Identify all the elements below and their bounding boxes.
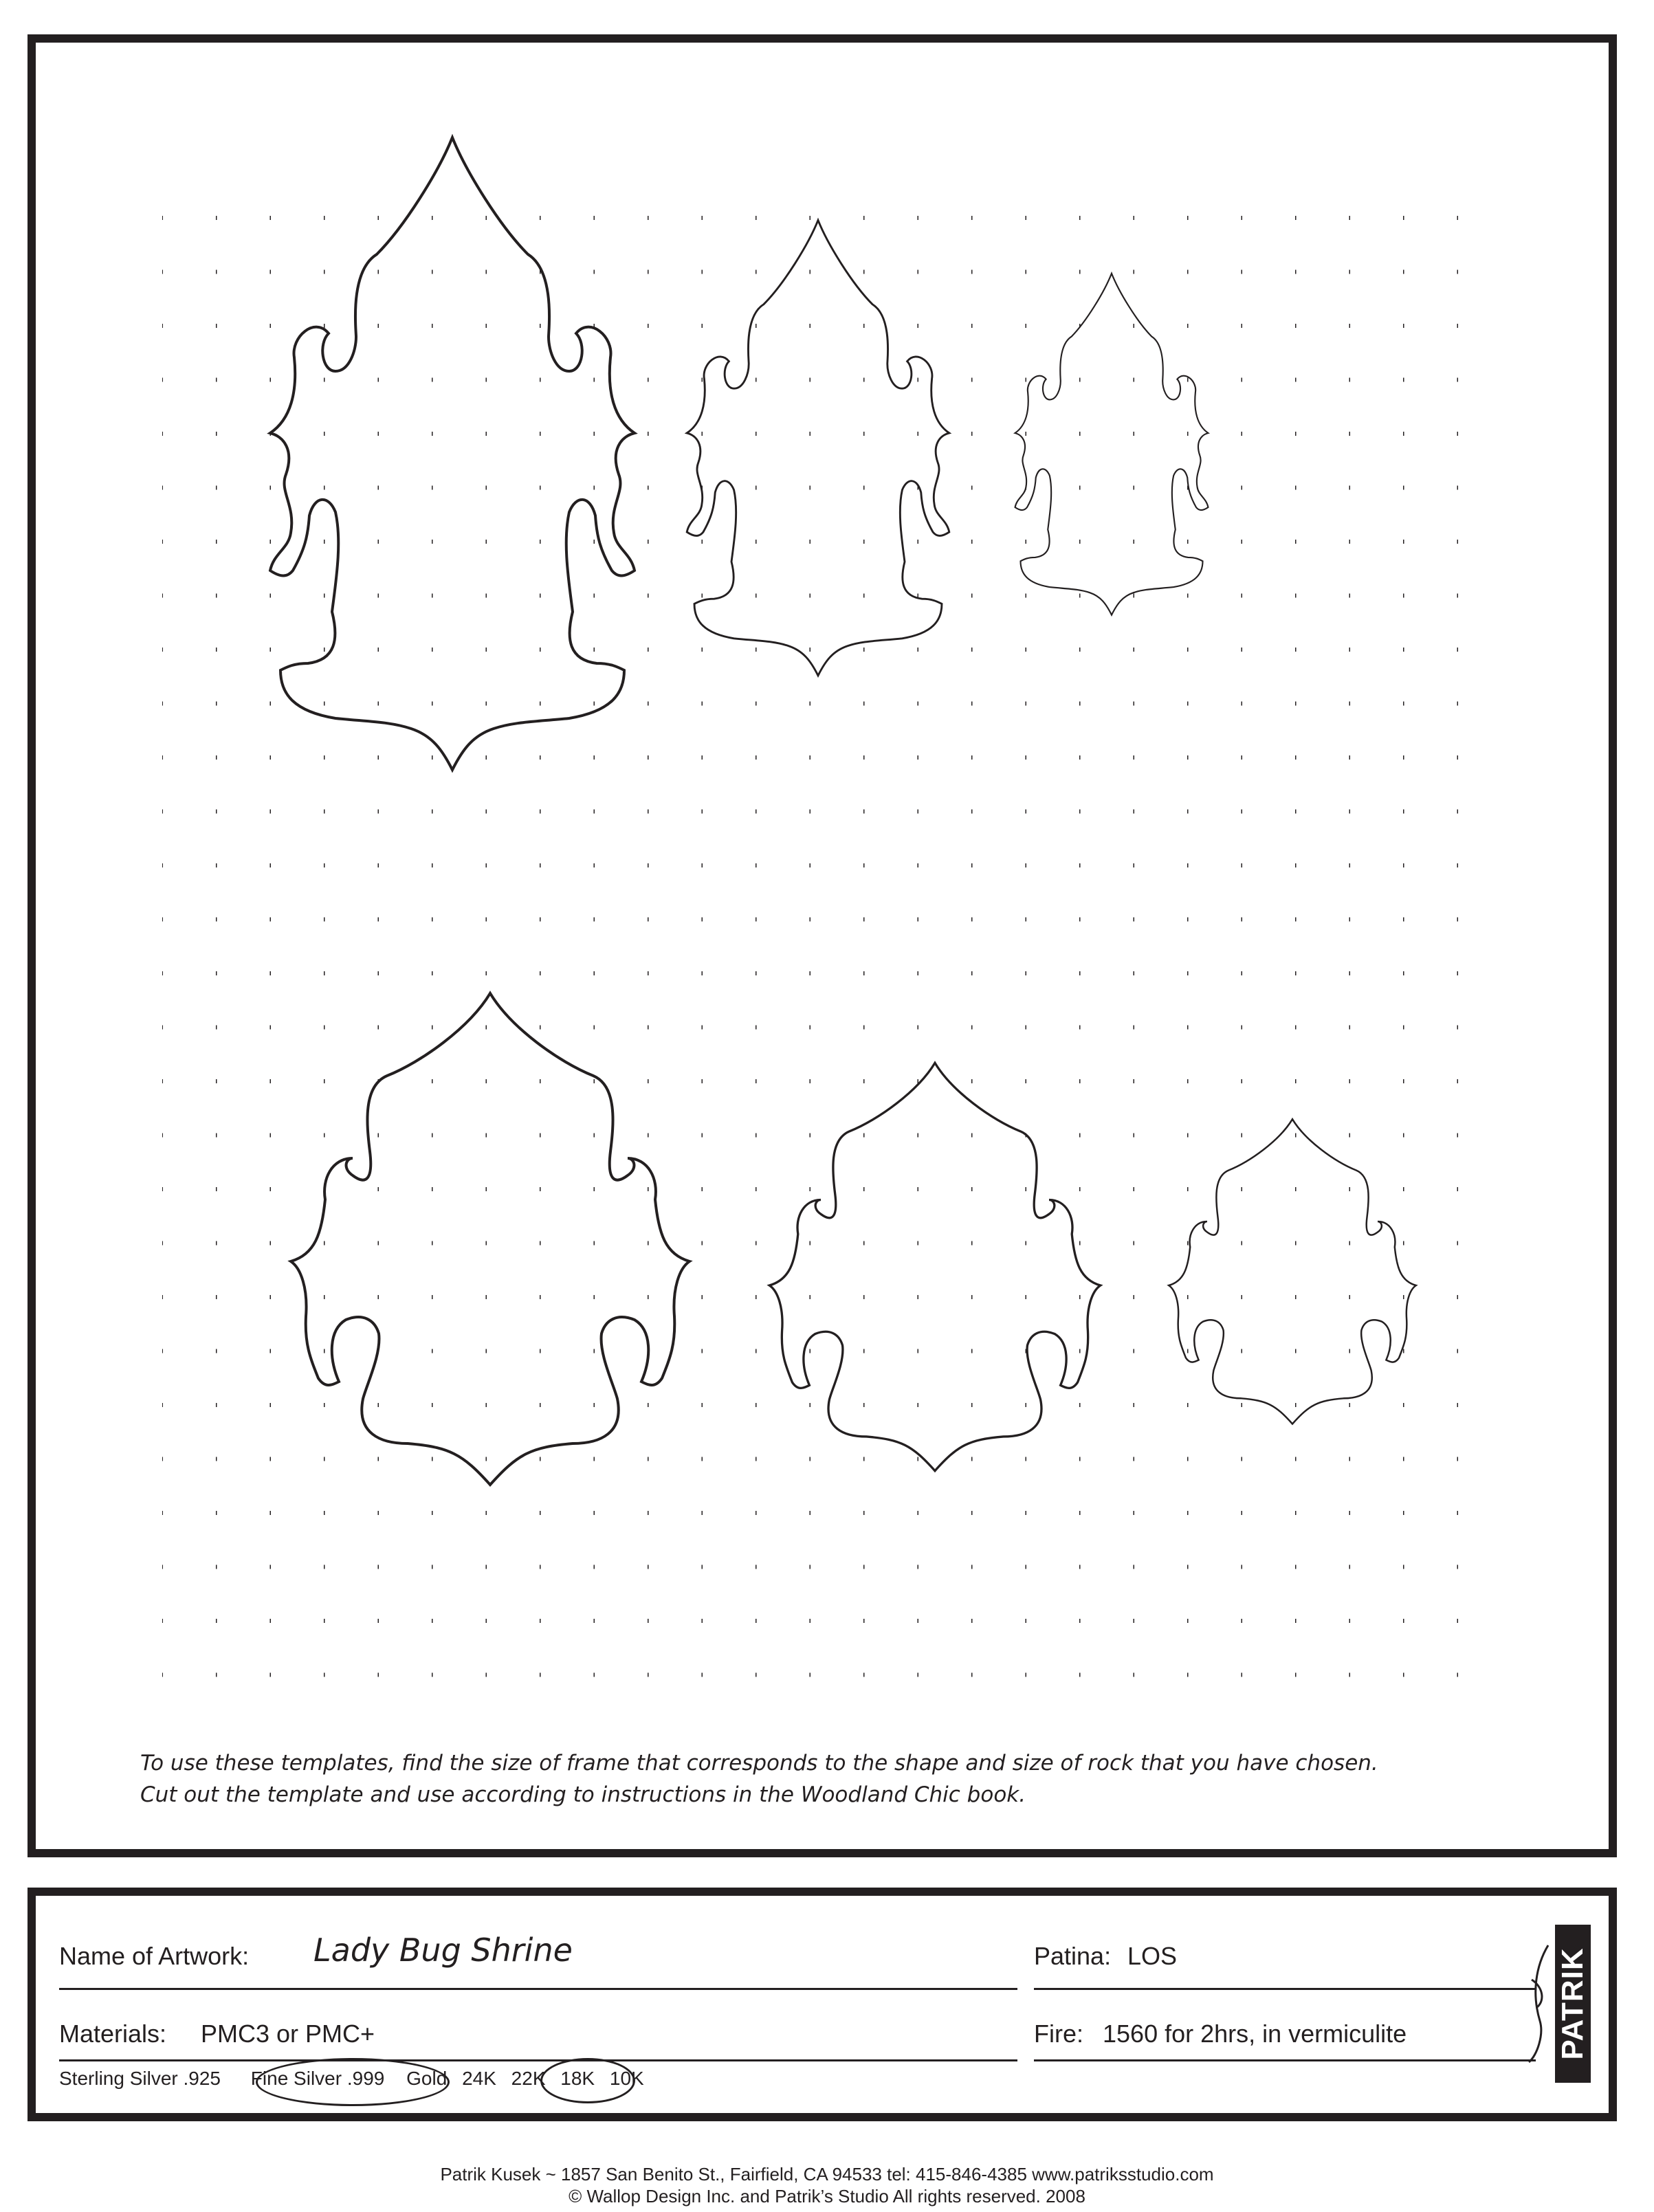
fire-value[interactable]: 1560 for 2hrs, in vermiculite: [1103, 2020, 1407, 2048]
patrik-logo: [1555, 1925, 1591, 2083]
patrik-logo-text: PATRIK: [1556, 1947, 1589, 2060]
instructions-line-2: Cut out the template and use according to instructions in the Woodland Chic book.: [140, 1782, 1026, 1807]
dot-grid: [162, 199, 1503, 1708]
footer-copyright: © Wallop Design Inc. and Patrik’s Studio All rights reserved. 2008: [569, 2186, 1085, 2207]
metal-option-fine-silver[interactable]: Fine Silver .999: [250, 2068, 385, 2089]
metal-option-22k[interactable]: 22K: [511, 2068, 546, 2089]
metal-option-sterling[interactable]: Sterling Silver .925: [59, 2068, 221, 2089]
instructions-line-1: To use these templates, find the size of frame that corresponds to the shape and size of rock that you have chosen.: [140, 1751, 1378, 1776]
materials-label: Materials:: [59, 2020, 167, 2048]
pk-signature-mark: [1522, 1938, 1555, 2069]
metal-option-18k[interactable]: 18K: [560, 2068, 595, 2089]
fire-underline: [1034, 2059, 1536, 2061]
name-of-artwork-value[interactable]: Lady Bug Shrine: [313, 1932, 573, 1969]
patina-value[interactable]: LOS: [1127, 1942, 1178, 1970]
name-of-artwork-label: Name of Artwork:: [59, 1942, 250, 1970]
patina-label: Patina:: [1034, 1942, 1112, 1970]
metal-option-gold[interactable]: Gold: [406, 2068, 448, 2089]
metal-option-10k[interactable]: 10K: [609, 2068, 644, 2089]
name-underline: [59, 1988, 1017, 1990]
fire-label: Fire:: [1034, 2020, 1083, 2048]
patina-underline: [1034, 1988, 1536, 1990]
footer-address: Patrik Kusek ~ 1857 San Benito St., Fairfield, CA 94533 tel: 415-846-4385 www.patriksstudio.com: [440, 2164, 1214, 2185]
materials-value[interactable]: PMC3 or PMC+: [201, 2020, 375, 2048]
materials-underline: [59, 2059, 1017, 2061]
22k-circle-mark: [540, 2058, 635, 2103]
metal-option-24k[interactable]: 24K: [462, 2068, 496, 2089]
instructions-text: [140, 1747, 1515, 1811]
fine-silver-circle-mark: [256, 2058, 450, 2106]
